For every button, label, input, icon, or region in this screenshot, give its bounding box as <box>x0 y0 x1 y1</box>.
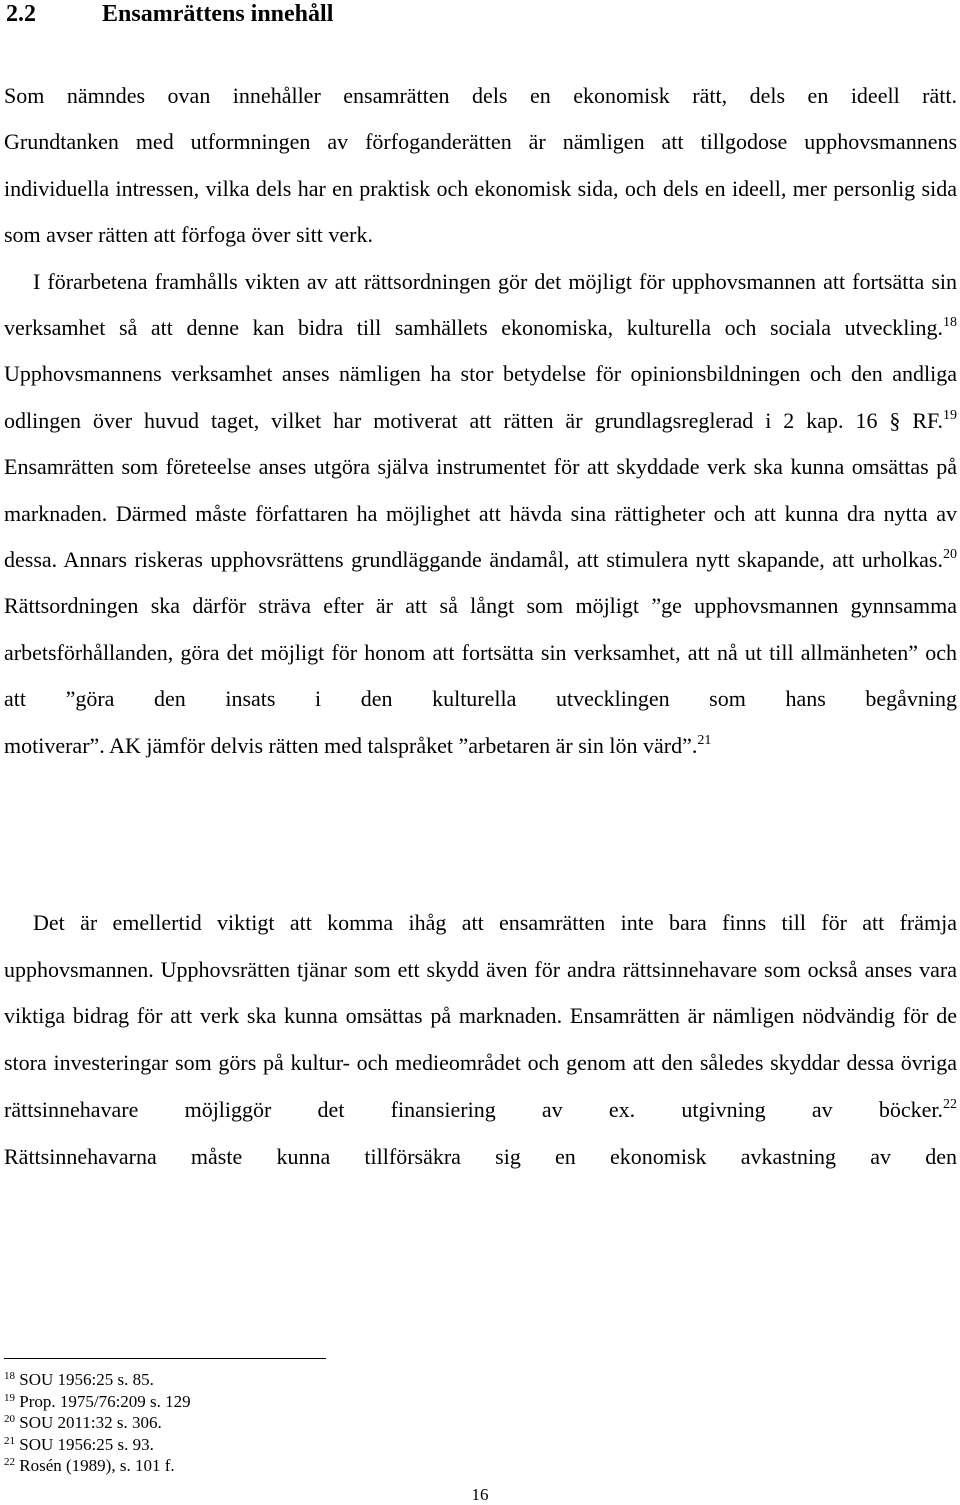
text-line: Ensamrätten som företeelse anses utgöra själva instrumentet för att skyddade verk ska <box>4 454 783 480</box>
footnote-item <box>4 1455 191 1477</box>
sentence-4 <box>4 723 957 769</box>
text-line: Grundtanken med utformningen av förfoganderätten är nämligen att tillgodose <box>4 129 788 155</box>
sentence-3 <box>4 259 957 723</box>
section-heading <box>6 0 333 32</box>
section-title: Ensamrättens innehåll <box>102 1 334 27</box>
text-line: Upphovsmannens verksamhet anses <box>4 361 330 387</box>
footnote-number: 19 <box>4 1391 15 1404</box>
footnote-divider <box>4 1358 326 1359</box>
footnote-item <box>4 1369 191 1391</box>
footnote-item <box>4 1434 191 1456</box>
footnote-ref-22[interactable]: 22 <box>943 1096 957 1112</box>
text-line: motiverar”. AK jämför delvis rätten med talspråket ”arbetaren är sin lön värd”. <box>4 732 698 758</box>
text-line: ekonomiska, kulturella och sociala utveckling. <box>501 315 943 341</box>
footnote-text: SOU 2011:32 s. 306. <box>19 1413 162 1432</box>
body-paragraph-1 <box>4 73 957 769</box>
text-line: främja upphovsmannen. Upphovsrätten tjänar som ett skydd även för andra <box>4 910 957 982</box>
text-line: grundläggande ändamål, att stimulera nytt skapande, att urholkas. <box>351 547 943 573</box>
section-number: 2.2 <box>6 1 36 27</box>
footnote-text: SOU 1956:25 s. 85. <box>19 1370 154 1389</box>
footnote-item <box>4 1391 191 1413</box>
sentence-6 <box>4 1134 957 1181</box>
footnote-list <box>4 1369 191 1477</box>
footnote-number: 22 <box>4 1456 15 1468</box>
footnote-ref-21[interactable]: 21 <box>697 732 712 748</box>
sentence-1 <box>4 73 957 119</box>
footnote-text: Prop. 1975/76:209 s. 129 <box>19 1391 191 1411</box>
body-paragraph-2 <box>4 900 957 1180</box>
text-line: rättsinnehavare möjliggör det finansiering av ex. utgivning av böcker. <box>4 1096 943 1122</box>
text-line: och dels en ideell, mer personlig sida som avser rätten att förfoga över sitt verk. <box>4 175 957 248</box>
text-line: Rättsordningen ska <box>4 593 181 619</box>
text-line: därför sträva efter är att så långt som möjligt ”ge upphovsmannen gynnsamma <box>192 593 957 619</box>
text-line: marknaden. Ensamrätten är nämligen nödvändig för de stora investeringar som görs på <box>4 1003 957 1076</box>
footnote-number: 18 <box>4 1370 15 1382</box>
text-line: rättsinnehavare som också anses vara viktiga bidrag för att verk ska kunna omsättas på <box>4 956 958 1029</box>
footnote-number: 21 <box>4 1434 15 1447</box>
text-line: Det är emellertid viktigt att komma ihåg att ensamrätten inte bara finns till för att <box>33 910 885 935</box>
footnote-ref-19[interactable]: 19 <box>943 407 957 423</box>
footnote-number: 20 <box>4 1413 15 1425</box>
text-line: allmänheten” och att ”göra den insats i den kulturella utvecklingen som hans begåvning <box>4 639 957 712</box>
text-line: taget, vilket har motiverat att rätten är grundlagsreglerad i 2 kap. 16 § RF. <box>210 407 943 433</box>
text-line: Rättsinnehavarna måste kunna tillförsäkra sig en ekonomisk avkastning av den <box>4 1143 957 1169</box>
text-line: kultur- och medieområdet och genom att den således skyddar dessa övriga <box>290 1050 958 1076</box>
text-line: Som nämndes ovan innehåller ensamrätten dels en ekonomisk rätt, dels en ideell rätt. <box>4 83 957 108</box>
footnote-text: Rosén (1989), s. 101 f. <box>19 1456 175 1475</box>
page-number: 16 <box>471 1485 489 1504</box>
text-line: kunna omsättas på marknaden. Därmed måste författaren ha möjlighet att hävda sina <box>4 454 957 526</box>
text-line: rättigheter och att kunna dra nytta av dessa. Annars riskeras upphovsrättens <box>4 500 958 573</box>
footnote-item <box>4 1412 191 1434</box>
text-line: upphovsmannen att fortsätta sin verksamhet så att denne kan bidra till samhällets <box>4 268 958 341</box>
footnote-ref-20[interactable]: 20 <box>943 547 957 563</box>
footnote-text: SOU 1956:25 s. 93. <box>19 1434 154 1454</box>
footnote-ref-18[interactable]: 18 <box>942 315 957 331</box>
sentence-5 <box>4 900 957 1134</box>
text-line: I förarbetena framhålls vikten av att rättsordningen gör det möjligt för <box>33 268 665 294</box>
text-line: nämligen ha stor betydelse för opinionsbildningen och den andliga odlingen över huvud <box>4 361 957 433</box>
text-line: upphovsmannens individuella intressen, vilka dels har en praktisk och ekonomisk sida, <box>4 129 958 201</box>
text-line: arbetsförhållanden, göra det möjligt för honom att fortsätta sin verksamhet, att nå ut till <box>4 639 794 665</box>
sentence-2 <box>4 119 957 258</box>
